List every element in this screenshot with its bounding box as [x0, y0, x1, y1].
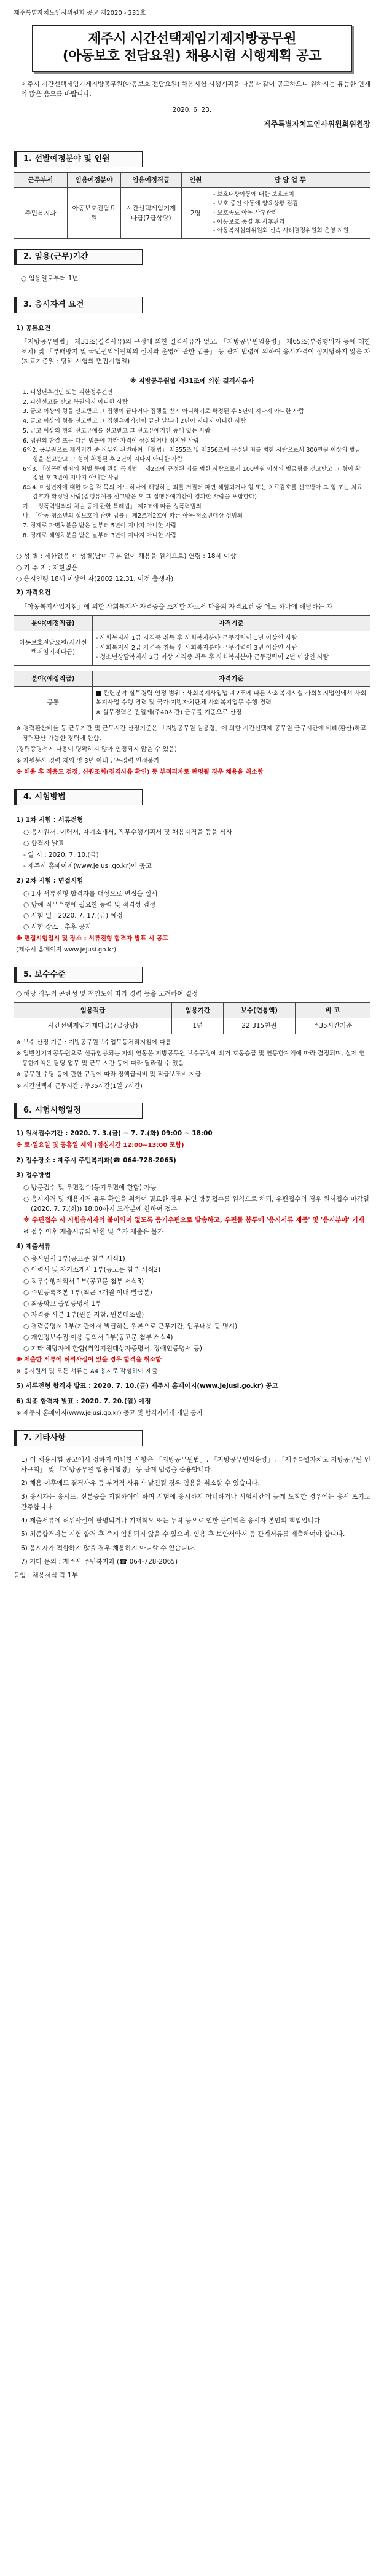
list-item: 6의4. 미성년자에 대한 다음 각 목의 어느 하나에 해당하는 죄를 저질러 파면·해임되거나 형 또는 치료감호를 선고받아 그 형 또는 치료감호가 확정된 사람(집행유예를 선고받은 후 그 집행유예기간이 경과한 사람을 포함한다) — [23, 484, 362, 500]
cell-field: 아동보호전담요원 — [68, 188, 121, 239]
document-number: 제주특별자치도인사위원회 공고 제2020 - 231호 — [14, 10, 146, 17]
section-6-heading: 6. 시험시행일정 — [14, 1103, 143, 1119]
note-item: ※ 공무원 수당 등에 관한 규정에 따라 정액급식비 및 직급보조비 지급 — [16, 1071, 201, 1079]
table-header-row — [14, 1003, 370, 1018]
note-item: (제주시 홈페이지 www.jejusi.go.kr) — [16, 947, 117, 954]
list-item: ○ 경력증명서 1부(기관에서 발급하는 원본으로 근무기간, 업무내용 등 명시) — [23, 1322, 238, 1330]
header-salary: 보수(연봉액) — [224, 1003, 295, 1018]
list-item: 1) 이 채용시험 공고에서 정하지 아니한 사항은 「지방공무원법」, 「지방공무원임용령」, 「제주특별자치도 지방공무원 인사규칙」 및 「지방공무원 임용시험령」 등 관계 법령을 준용합니다. — [21, 1455, 370, 1473]
note-item-emphasis: ※ 제출한 서류에 허위사실이 있을 경우 합격을 취소함 — [16, 1357, 162, 1364]
title-line-1: 제주시 시간선택제임기제지방공무원 — [87, 31, 297, 47]
list-item: - 제주시 홈페이지(www.jejusi.go.kr)에 공고 — [23, 862, 152, 870]
section-3-heading: 3. 응시자격 요건 — [14, 297, 143, 313]
list-item: 8. 징계로 해임처분을 받은 날부터 3년이 지나지 아니한 사람 — [23, 532, 177, 539]
header-term: 임용기간 — [172, 1003, 224, 1018]
header-count: 인원 — [181, 173, 210, 188]
list-item: ※ 접수 이후 제출서류의 반환 및 추가 제출은 불가 — [23, 1227, 164, 1235]
header-remarks: 비 고 — [295, 1003, 370, 1018]
list-item: ○ 시험 장소 : 추후 공지 — [23, 923, 92, 931]
list-item: ○ 합격자 발표 — [23, 840, 65, 848]
list-item: ○ 응시원서, 이력서, 자기소개서, 직무수행계획서 및 채용자격을 등을 심사 — [23, 829, 233, 837]
header-field: 분야(예정직급) — [14, 615, 93, 631]
note-item-emphasis: ※ 채용 후 적응도 검정, 신원조회(결격사유 확인) 등 부적격자로 판명될 경우 채용을 취소함 — [16, 769, 264, 776]
application-method: 3) 접수방법 — [16, 1172, 51, 1180]
list-item: 4) 제출서류에 허위사실이 판명되거나 기재착오 또는 누락 등으로 인한 불이익은 응시자 본인의 책임입니다. — [21, 1516, 323, 1524]
first-result-line: 5) 서류전형 합격자 발표 : 2020. 7. 10.(금) 제주시 홈페이지(www.jejusi.go.kr) 공고 — [16, 1382, 278, 1390]
application-period: 1) 원서접수기간 : 2020. 7. 3.(금) ~ 7. 7.(화) 09:00 ~ 18:00 — [16, 1130, 213, 1138]
pay-paragraph: ○ 해당 직무의 곤란성 및 책임도에 따라 경력 등을 고려하여 결정 — [16, 990, 198, 998]
list-item: 나. 「아동·청소년의 성보호에 관한 법률」 제2조제2호에 따른 아동·청소년대상 성범죄 — [23, 513, 243, 520]
note-item: ※ 시간선택제 근무시간 : 주35시간(1일 7시간) — [16, 1082, 143, 1090]
common-req-paragraph: 「지방공무원법」 제31조(결격사유)의 규정에 의한 결격사유가 없고, 「지방공무원임용령」 제65조(부정행위자 등에 대한 조치) 및 「부패방지 및 국민권익위원회의 설치와 운영에 관한 법률」 등 관계 법령에 의하여 응시자격이 정지당하지 않은 자(자료기준일 : 당해 시험의 면접시험일) — [21, 337, 370, 366]
list-item: ○ 방문접수 및 우편접수(등기우편에 한함) 가능 — [23, 1184, 157, 1192]
list-item: 가. 「성폭력범죄의 처벌 등에 관한 특례법」 제2조에 따른 성폭력범죄 — [23, 503, 202, 510]
note-item: ※ 자원봉사 경력 제외 및 3년 이내 근무경력 인정불가 — [16, 757, 160, 765]
list-item: ○ 기타 해당자에 한함(취업지원대상자증명서, 장애인증명서 등) — [23, 1345, 202, 1353]
note-item: ※ 일반임기제공무원으로 신규임용되는 자의 연봉은 지방공무원 보수규정에 의거 호봉승급 및 연봉한계액에 따라 결정되며, 실제 연봉한계액은 담당 업무 및 근무 시간 등에 따라 달라질 수 있음 — [16, 1050, 366, 1067]
list-item: 3) 응시자는 응시표, 신분증을 지참하여야 하며 시험에 응시하지 아니하거나 시험시간에 늦게 도착한 경우에는 응시 포기로 간주합니다. — [21, 1493, 370, 1511]
section-4-heading: 4. 시험방법 — [14, 789, 143, 805]
list-item: ○ 당해 직무수행에 필요한 능력 및 적격성 검정 — [23, 900, 156, 908]
duty-item: - 아동보호 종결 후 사후관리 — [213, 218, 285, 226]
cell-remarks: 주35시간기준 — [295, 1018, 370, 1034]
qualification-heading: 2) 자격요건 — [16, 589, 51, 597]
note-item: ※ 경력환산비율 등 근무기간 및 근무시간 산정기준은 「지방공무원 임용령」에 의한 시간선택제 공무원 근무시간에 비례(환산)하고 경력환산 가능한 경력에 한함. — [16, 725, 367, 742]
title-line-2: (아동보호 전담요원) 채용시험 시행계획 공고 — [62, 49, 322, 65]
cell-grade: 시간선택제임기제다급(7급상당) — [121, 188, 182, 239]
documents-heading: 4) 제출서류 — [16, 1242, 51, 1250]
note-item: (경력증명서에 나용이 명확하지 않아 인정되지 않을 수 있음) — [16, 746, 177, 754]
disqualification-title: ※ 지방공무원법 제31조에 의한 결격사유자 — [130, 377, 254, 385]
common-req-heading: 1) 공통요건 — [16, 324, 51, 332]
section-2-heading: 2. 임용(근무)기간 — [14, 249, 143, 265]
cell-duties — [210, 188, 370, 239]
pay-table — [14, 1002, 370, 1034]
age-base-line: ○ 응시연령 18세 이상인 자(2002.12.31. 이전 출생자) — [16, 575, 174, 583]
criteria-item: ※ 실무경력은 전일제(주40시간) 근무를 기준으로 산정 — [95, 709, 242, 716]
gender-age-line: ○ 성 별 : 제한없음 ㅇ 성별(남녀 구분 없이 채용을 원칙으로) 연령 : 18세 이상 — [16, 553, 237, 561]
list-item: 6의2. 공무원으로 재직기간 중 직무와 관련하여 「형법」 제355조 및 제356조에 규정된 죄를 범한 사람으로서 300만원 이상의 벌금형을 선고받고 그 형이 확정된 후 2년이 지나지 아니한 사람 — [23, 447, 361, 463]
recruitment-table — [14, 172, 370, 239]
list-item: 7. 징계로 파면처분을 받은 날부터 5년이 지나지 아니한 사람 — [23, 522, 177, 530]
header-grade: 임용직급 — [14, 1003, 172, 1018]
cell-grade: 시간선택제임기제다급(7급상당) — [14, 1018, 172, 1034]
final-result-line: 6) 최종 합격자 발표 : 2020. 7. 20.(월) 예정 — [16, 1397, 151, 1405]
qualification-table — [14, 615, 370, 666]
list-item: ○ 자격증 사본 1부(원본 지참, 원본대조필) — [23, 1311, 144, 1319]
cell-count: 2명 — [181, 188, 210, 239]
header-field: 임용예정분야 — [68, 173, 121, 188]
criteria-item: - 청소년상담복지사 2급 이상 자격증 취득 후 사회복지분야 근무경력이 2년 이상인 사람 — [95, 654, 329, 661]
qualification-paragraph: 「아동복지사업지침」에 의한 사회복지사 자격증을 소지한 자로서 다음의 자격요건 중 어느 하나에 해당하는 자 — [21, 602, 333, 610]
list-item-emphasis: ※ 우편접수 시 시험응시자의 불이익이 없도록 등기우편으로 발송하고, 우편물 봉투에 '응시서류 재중' 및 '응시분야' 기재 — [23, 1216, 364, 1224]
table-header-row — [14, 173, 370, 188]
disqualification-box — [14, 371, 370, 547]
list-item: 2) 채용 이후에도 결격사유 등 부적격 사유가 발견될 경우 임용을 취소할 수 있습니다. — [21, 1479, 260, 1487]
first-exam-heading: 1) 1차 시험 : 서류전형 — [16, 816, 84, 824]
list-item: 6의3. 「성폭력범죄의 처벌 등에 관한 특례법」 제2조에 규정된 죄를 범한 사람으로서 100만원 이상의 벌금형을 선고받고 그 형이 확정된 후 3년이 지나지 아니한 사람 — [23, 465, 361, 482]
header-grade: 임용예정직급 — [121, 173, 182, 188]
header-duties: 담 당 업 무 — [210, 173, 370, 188]
list-item: ○ 개인정보수집·이용 동의서 1부(공고문 첨부 서식4) — [23, 1333, 173, 1341]
list-item: 5. 금고 이상의 형의 선고유예를 선고받고 그 선고유예기간 중에 있는 사람 — [23, 427, 211, 435]
section-1-heading: 1. 선발예정분야 및 인원 — [14, 151, 143, 167]
duty-item: - 보호종료 아동 사후관리 — [213, 209, 278, 216]
list-item: - 일 시 : 2020. 7. 10.(금) — [23, 851, 99, 859]
list-item: ○ 최종학교 졸업증명서 1부 — [23, 1300, 102, 1308]
attachment-line: 붙임 : 채용서식 각 1부 — [14, 1572, 78, 1580]
list-item: 7) 기타 문의 : 제주시 주민복지과 (☎ 064-728-2065) — [21, 1558, 178, 1566]
signer: 제주특별자치도인사위원회위원장 — [264, 120, 370, 129]
cell-salary: 22,315천원 — [224, 1018, 295, 1034]
note-item-emphasis: ※ 토·일요일 및 공휴일 제외 (점심시간 12:00~13:00 포함) — [16, 1142, 184, 1149]
cell-criteria — [92, 631, 370, 666]
section-7-heading: 7. 기타사항 — [14, 1430, 143, 1446]
list-item: ○ 이력서 및 자기소개서 1부(공고문 첨부 서식2) — [23, 1266, 161, 1274]
intro-paragraph: 제주시 시간선택제임기제지방공무원(아동보호 전담요원) 채용시험 시행계획을 다음과 같이 공고하오니 원하시는 유능한 인재의 많은 응모를 바랍니다. — [21, 80, 371, 98]
list-item: 5) 최종합격자는 시험 합격 후 즉시 임용되지 않을 수 있으며, 임용 후 보안서약서 등 관계서류를 제출하여야 합니다. — [21, 1530, 345, 1538]
application-place: 2) 접수장소 : 제주시 주민복지과(☎ 064-728-2065) — [16, 1156, 176, 1164]
list-item: ○ 1차 서류전형 합격자를 대상으로 면접을 실시 — [23, 889, 158, 897]
table-row — [14, 631, 370, 666]
title-box — [32, 25, 352, 72]
cell-field: 아동보호전담요원(시간선택제임기제다급) — [14, 631, 93, 666]
list-item: 3. 금고 이상의 형을 선고받고 그 집행이 끝나거나 집행을 받지 아니하기로 확정된 후 5년이 지나지 아니한 사람 — [23, 408, 305, 416]
header-criteria: 자격기준 — [92, 671, 370, 686]
list-item: ○ 응시자격 및 채용자격 유무 확인을 위하여 필요한 경우 본인 방문접수를 원칙으로 하되, 우편접수의 경우 원서접수 마감일(2020. 7. 7.(화)) 18:00까지 도착분에 한하여 접수 — [23, 1195, 369, 1213]
table-header-row — [14, 615, 370, 631]
duty-item: - 아동복지심의위원회 신속 사례결정위원회 운영 지원 — [213, 227, 349, 235]
header-field: 분야(예정직급) — [14, 671, 93, 686]
list-item: 1. 피성년후견인 또는 피한정후견인 — [23, 388, 113, 396]
section-5-heading: 5. 보수수준 — [14, 967, 143, 983]
list-item: 6. 법원의 판결 또는 다른 법률에 따라 자격이 상실되거나 정지된 사람 — [23, 437, 200, 444]
second-exam-heading: 2) 2차 시험 : 면접시험 — [16, 877, 84, 885]
criteria-item: - 사회복지사 1급 자격증 취득 후 사회복지분야 근무경력이 1년 이상인 사람 — [95, 635, 297, 642]
list-item: ○ 응시원서 1부(공고문 첨부 서식1) — [23, 1255, 125, 1263]
experience-table — [14, 671, 370, 721]
table-row — [14, 686, 370, 720]
notice-date: 2020. 6. 23. — [172, 106, 212, 114]
residence-line: ○ 거 주 지 : 제한없음 — [16, 564, 78, 572]
cell-term: 1년 — [172, 1018, 224, 1034]
header-dept: 근무부서 — [14, 173, 68, 188]
list-item: ○ 주민등록초본 1부(최근 3개월 이내 발급분) — [23, 1288, 152, 1296]
table-row — [14, 188, 370, 239]
list-item: ○ 시험 일 : 2020. 7. 17.(금) 예정 — [23, 912, 123, 920]
note-item-emphasis: ※ 면접시험일시 및 장소 : 서류전형 합격자 발표 시 공고 — [16, 935, 168, 942]
duty-item: - 보호 중인 아동에 양육상황 점검 — [213, 200, 298, 208]
cell-field: 공통 — [14, 686, 93, 720]
list-item: 4. 금고 이상의 형을 선고받고 그 집행유예기간이 끝난 날부터 2년이 지나지 아니한 사람 — [23, 418, 246, 425]
duty-item: - 보호대상아동에 대한 보호조치 — [213, 191, 294, 199]
criteria-item: - 사회복지사 2급 자격증 취득 후 사회복지분야 근무경력이 3년 이상인 사람 — [95, 644, 297, 652]
cell-criteria — [92, 686, 370, 720]
note-item: ※ 응시원서 및 모든 서류는 A4 용지로 작성하여 제출 — [16, 1368, 158, 1375]
list-item: 2. 파산선고를 받고 복권되지 아니한 사람 — [23, 398, 128, 406]
note-item: ※ 제주시 홈페이지(www.jejusi.go.kr) 공고 및 합격자에게 개별 통지 — [16, 1410, 203, 1417]
table-header-row — [14, 671, 370, 686]
header-criteria: 자격기준 — [92, 615, 370, 631]
list-item: 6) 응시자가 적합하지 않을 경우 채용하지 아니할 수 있습니다. — [21, 1544, 196, 1552]
table-row — [14, 1018, 370, 1034]
term-item: ○ 임용일로부터 1년 — [21, 275, 79, 283]
note-item: ※ 보수 산정 기준 : 지방공무원보수업무등처리지침에 따름 — [16, 1039, 172, 1046]
criteria-item: ■ 관련분야 실무경력 인정 범위 : 사회복지사업법 제2조에 따른 사회복지시설·사회복지법인에서 사회복지사업 수행 경력 및 국가·지방자치단체 사회복지업무 수행 경력 — [95, 690, 367, 707]
list-item: ○ 직무수행계획서 1부(공고문 첨부 서식3) — [23, 1277, 144, 1285]
cell-dept: 주민복지과 — [14, 188, 68, 239]
